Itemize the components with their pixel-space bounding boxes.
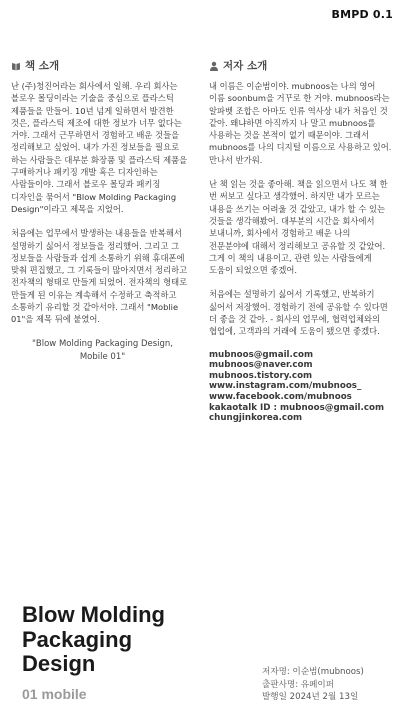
colophon-date: 발행일 2024년 2월 13일	[262, 692, 359, 703]
author-intro-paragraph: 난 책 읽는 것을 좋아해. 책을 읽으면서 나도 책 한 번 써보고 싶다고 생각했어. 하지만 내가 모르는 내용을 쓰기는 어려울 것 같았고, 내가 할 수 있는 것들을 생각해봤어. 대부분의 시간을 회사에서 보내니까, 회사에서 경험하고 배운 나의 전문분야에 대해서 정리해보고 공유할 것 같았어. 그게 이 책의 내용이고, 관련 있는 사람들에게 도움이 되었으면 좋겠어.	[209, 179, 388, 276]
contact-facebook-link[interactable]: www.facebook.com/mubnoos	[209, 392, 352, 403]
contact-list	[209, 350, 392, 424]
contact-email[interactable]: mubnoos@naver.com	[209, 360, 313, 371]
contact-kakaotalk: kakaotalk ID : mubnoos@gmail.com	[209, 402, 385, 413]
contact-email[interactable]: mubnoos@gmail.com	[209, 349, 313, 360]
contact-website-link[interactable]: chungjinkorea.com	[209, 413, 303, 424]
colophon-publisher: 출판사명: 유페이퍼	[262, 679, 335, 690]
quote-line: Mobile 01"	[79, 351, 126, 362]
book-title-line: Packaging	[22, 626, 133, 652]
book-title	[22, 603, 165, 677]
book-title-line: Design	[22, 651, 96, 676]
author-intro-paragraph: 처음에는 설명하기 싫어서 기록했고, 반복하기 싫어서 저장했어. 경험하기 전에 공유할 수 있다면 더 좋을 것 같아. - 회사의 업무에, 협력업체와의 협업에, 고객과의 거래에 도움이 됐으면 좋겠다.	[209, 289, 388, 337]
contact-instagram-link[interactable]: www.instagram.com/mubnoos_	[209, 381, 362, 392]
quote-line: "Blow Molding Packaging Design,	[32, 338, 173, 349]
author-intro-heading	[209, 58, 392, 73]
person-icon	[209, 61, 219, 71]
book-title-line: Blow Molding	[22, 602, 165, 627]
book-intro-paragraph: 난 (주)청진어라는 회사에서 일해. 우리 회사는 블로우 몰딩이라는 기술을 중심으로 플라스틱 제품들을 만들어. 10년 넘게 일하면서 발견한 것은, 플라스틱 제조에 대한 정보가 너무 없다는 거야. 그래서 근무하면서 경험하고 배운 것들을 정리해보고 싶었어. 내가 가진 정보들을 필요로 하는 사람들은 대부분 화장품 및 플라스틱 제품을 구매하거나 패키징 개발 혹은 디자인하는 사람들이야. 그래서 블로우 몰딩과 패키징 디자인을 묶어서 "Blow Molding Packaging Design"이라고 제목을 지었어.	[11, 81, 188, 214]
book-intro-paragraph: 처음에는 업무에서 발생하는 내용들을 반복해서 설명하기 싫어서 정보들을 정리했어. 그리고 그 정보들을 사람들과 쉽게 소통하기 위해 휴대폰에 맞춰 편집했고, 그 기록들이 많아지면서 정리하고 전자책의 형태로 만들게 되었어. 전자책의 형태로 만들게 된 이유는 계속해서 수정하고 축적하고 소통하기 유리할 것 같아서야. 그래서 "Moblie 01"을 제목 뒤에 붙였어.	[11, 228, 188, 325]
book-icon	[11, 61, 21, 71]
contact-blog-link[interactable]: mubnoos.tistory.com	[209, 370, 313, 381]
book-title-quote	[11, 338, 194, 364]
page-tag: BMPD 0.1	[331, 8, 393, 21]
author-intro-paragraph: 내 이름은 이순범이야. mubnoos는 나의 영어 이름 soonbum을 거꾸로 한 거야. mubnoos라는 알파벳 조합은 아마도 인류 역사상 내가 처음인 것 같아. 왜냐하면 아직까지 나 말고 mubnoos를 사용하는 것을 본적이 없기 때문이야. 그래서 mubnoos를 나의 디지털 이름으로 사용하고 있어. 만나서 반가워.	[209, 81, 392, 165]
book-subtitle: 01 mobile	[22, 686, 87, 702]
author-intro-title: 저자 소개	[223, 60, 268, 72]
colophon	[262, 666, 364, 704]
author-intro-section	[209, 58, 392, 424]
book-intro-title: 책 소개	[25, 60, 60, 72]
colophon-author: 저자명: 이순범(mubnoos)	[262, 667, 364, 677]
book-intro-heading	[11, 58, 194, 73]
book-intro-section	[11, 58, 194, 364]
